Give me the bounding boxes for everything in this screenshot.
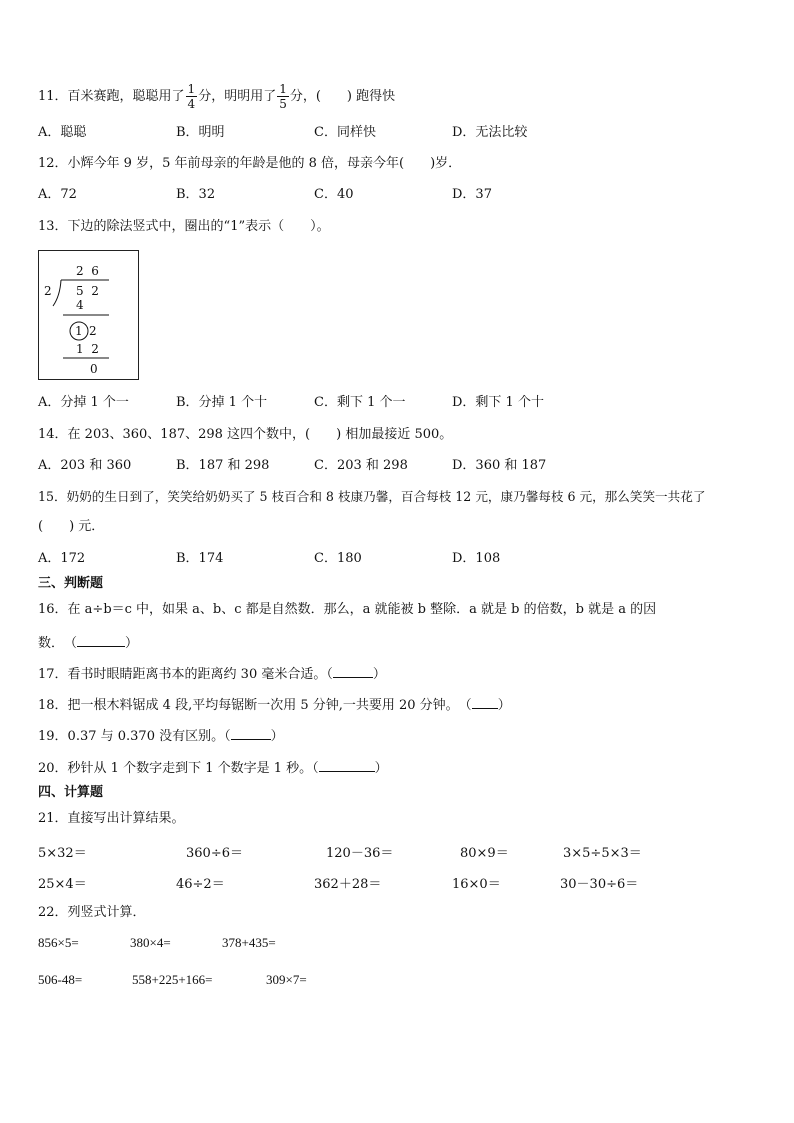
q12-option-c[interactable]: C．40 (314, 187, 354, 202)
remainder: 0 (90, 362, 98, 376)
q21-stem: 21．直接写出计算结果。 (38, 811, 185, 826)
q11-option-b[interactable]: B．明明 (176, 125, 225, 140)
quotient: 2 6 (76, 264, 99, 278)
circled-digit: 1 (75, 324, 83, 338)
divisor: 2 (44, 284, 52, 298)
calc-item: 378+435= (222, 935, 276, 950)
step2-rest: 2 (89, 324, 97, 338)
dividend: 5 2 (76, 284, 99, 298)
calc-item: 46÷2＝ (176, 877, 225, 892)
q14-option-d[interactable]: D．360 和 187 (452, 458, 547, 473)
calc-item: 856×5= (38, 935, 79, 950)
q16-stem-line2: 数． （ ） (38, 636, 139, 651)
calc-item: 80×9＝ (460, 846, 509, 861)
fraction-one-fifth: $\frac{1}{5}$ (279, 82, 287, 111)
q11-option-c[interactable]: C．同样快 (314, 125, 376, 140)
q13-option-c[interactable]: C．剩下 1 个一 (314, 395, 406, 410)
q12-option-d[interactable]: D．37 (452, 187, 492, 202)
q11-option-a[interactable]: A．聪聪 (38, 125, 87, 140)
long-division-figure (38, 250, 139, 380)
q15-stem-line1: 15．奶奶的生日到了，笑笑给奶奶买了 5 枝百合和 8 枝康乃馨，百合每枝 12 元，康乃馨每枝 6 元，那么笑笑一共花了 (38, 489, 706, 504)
section-3-title: 三、判断题 (38, 576, 104, 591)
q14-option-a[interactable]: A．203 和 360 (38, 458, 132, 473)
q18-stem: 18．把一根木料锯成 4 段,平均每锯断一次用 5 分钟,一共要用 20 分钟。 （ ） (38, 698, 511, 713)
division-bracket (53, 280, 61, 306)
q15-option-b[interactable]: B．174 (176, 551, 224, 566)
calc-item: 25×4＝ (38, 877, 87, 892)
q12-stem: 12．小辉今年 9 岁，5 年前母亲的年龄是他的 8 倍，母亲今年( )岁． (38, 156, 462, 171)
q19-stem: 19．0.37 与 0.370 没有区别。（ ） (38, 729, 284, 744)
q12-option-a[interactable]: A．72 (38, 187, 77, 202)
q15-option-d[interactable]: D．108 (452, 551, 501, 566)
calc-item: 360÷6＝ (186, 846, 243, 861)
q13-stem: 13．下边的除法竖式中，圈出的“1”表示（ ）。 (38, 219, 330, 234)
calc-item: 380×4= (130, 935, 171, 950)
q11-stem: 11．百米赛跑，聪聪用了 $\frac{1}{4}$ 分，明明用了 $\frac{1}{5}$ 分，( ) 跑得快 (38, 82, 396, 111)
q12-option-b[interactable]: B．32 (176, 187, 216, 202)
calc-item: 5×32＝ (38, 846, 87, 861)
answer-blank[interactable] (319, 759, 375, 772)
q11-option-d[interactable]: D．无法比较 (452, 125, 528, 140)
q15-option-a[interactable]: A．172 (38, 551, 86, 566)
answer-blank[interactable] (77, 634, 125, 647)
calc-item: 362＋28＝ (314, 877, 382, 892)
calc-item: 558+225+166= (132, 972, 213, 987)
q14-stem: 14．在 203、360、187、298 这四个数中，( ) 相加最接近 500。 (38, 427, 453, 442)
q16-stem-line1: 16．在 a÷b＝c 中，如果 a、b、c 都是自然数．那么，a 就能被 b 整除．a 就是 b 的倍数，b 就是 a 的因 (38, 602, 657, 617)
long-division-svg (39, 251, 138, 379)
q20-stem: 20．秒针从 1 个数字走到下 1 个数字是 1 秒。（ ） (38, 761, 388, 776)
calc-item: 506-48= (38, 972, 83, 987)
calc-item: 30－30÷6＝ (560, 877, 639, 892)
step3: 1 2 (76, 342, 99, 356)
section-4-title: 四、计算题 (38, 785, 104, 800)
answer-blank[interactable] (472, 696, 498, 709)
calc-item: 120－36＝ (326, 846, 394, 861)
q13-option-a[interactable]: A．分掉 1 个一 (38, 395, 129, 410)
q15-stem-line2: ( ) 元． (38, 519, 105, 534)
q15-option-c[interactable]: C．180 (314, 551, 362, 566)
q14-option-c[interactable]: C．203 和 298 (314, 458, 408, 473)
calc-item: 309×7= (266, 972, 307, 987)
q22-stem: 22．列竖式计算． (38, 905, 146, 920)
q13-option-b[interactable]: B．分掉 1 个十 (176, 395, 268, 410)
calc-item: 3×5÷5×3＝ (563, 846, 642, 861)
q13-option-d[interactable]: D．剩下 1 个十 (452, 395, 544, 410)
answer-blank[interactable] (333, 665, 373, 678)
q14-option-b[interactable]: B．187 和 298 (176, 458, 270, 473)
q17-stem: 17．看书时眼睛距离书本的距离约 30 毫米合适。（ ） (38, 667, 386, 682)
calc-item: 16×0＝ (452, 877, 501, 892)
fraction-one-quarter: $\frac{1}{4}$ (187, 82, 196, 111)
step1: 4 (76, 298, 84, 312)
answer-blank[interactable] (231, 727, 271, 740)
